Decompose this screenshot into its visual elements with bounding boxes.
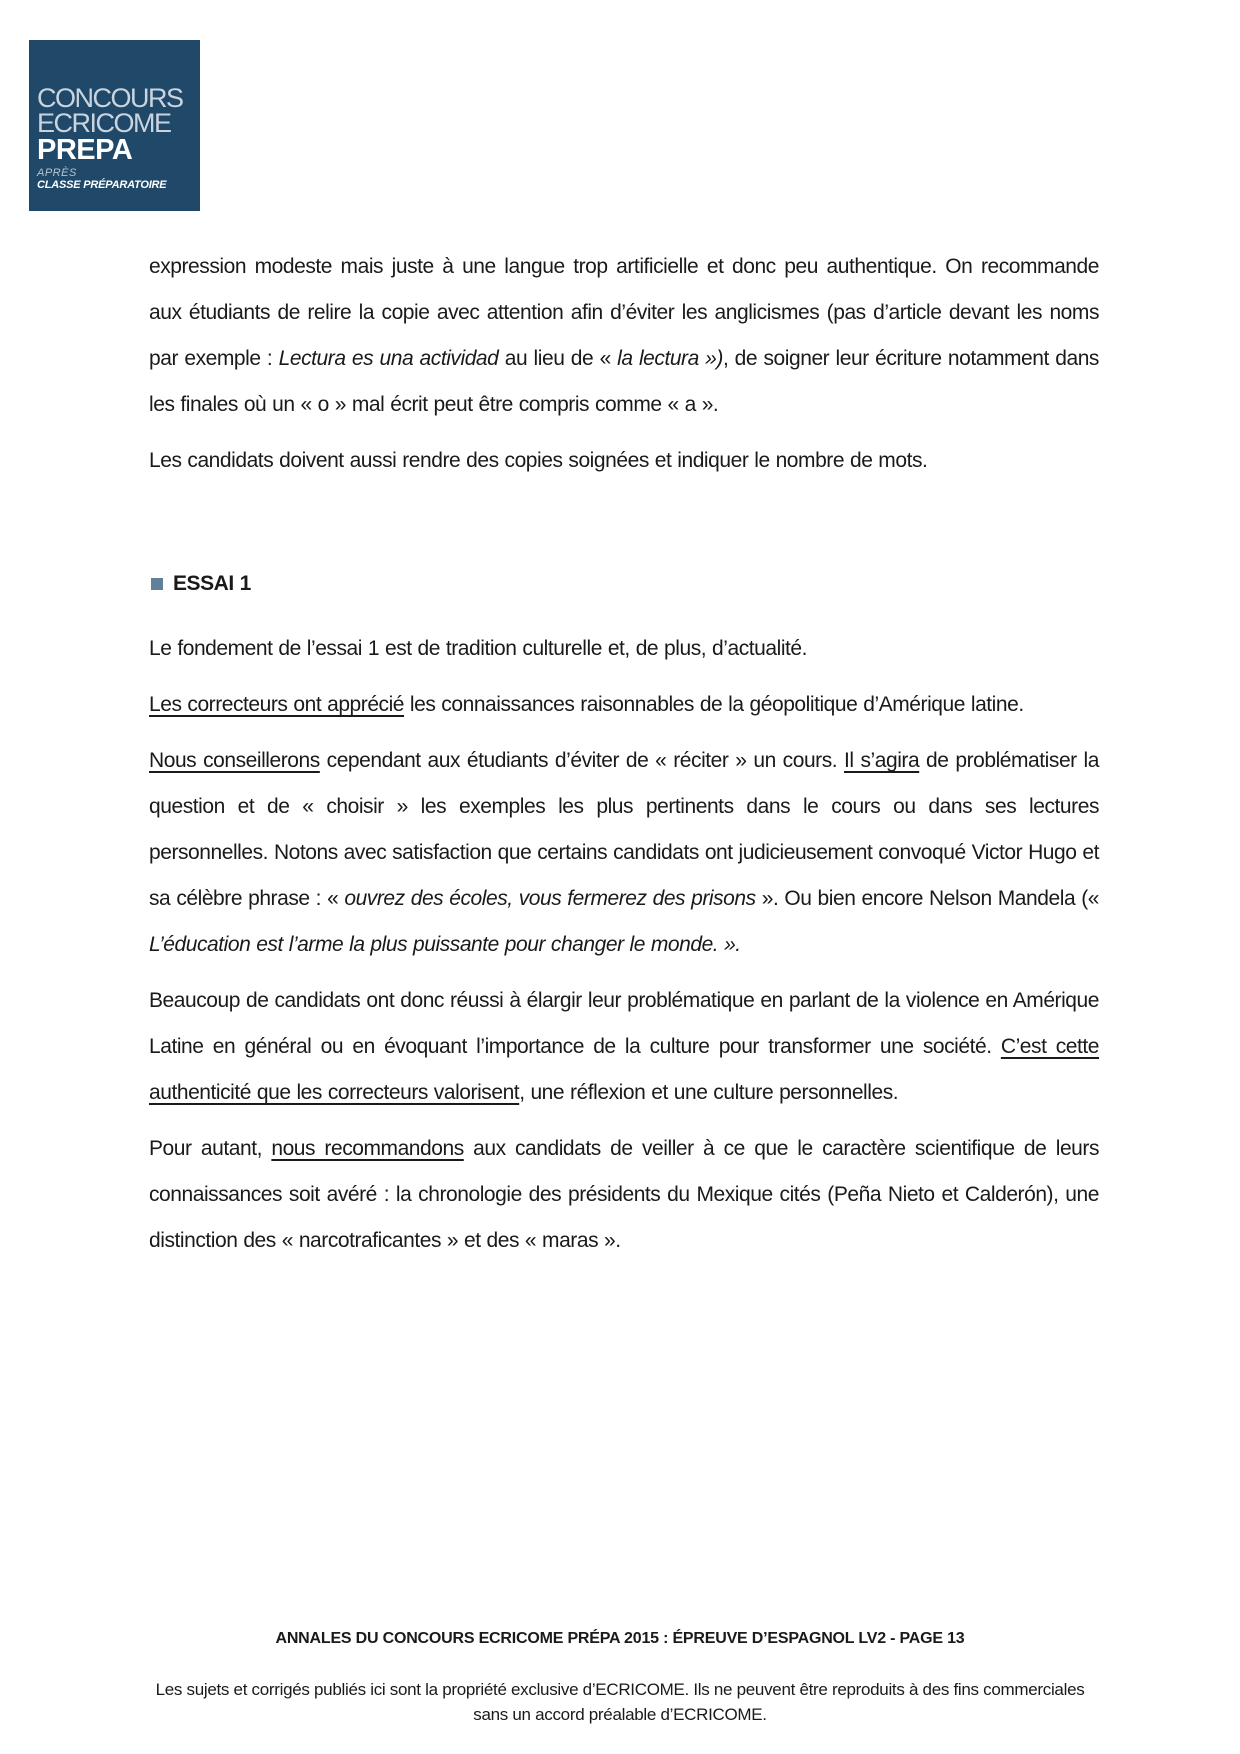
underlined-run: Les correcteurs ont apprécié xyxy=(149,693,405,716)
footer-copyright-note: Les sujets et corrigés publiés ici sont la propriété exclusive d’ECRICOME. Ils ne peuvent être reproduits à des fins commerciales sans un accord préalable d’ECRICOME. xyxy=(155,1680,1085,1724)
paragraph-expression xyxy=(149,244,1099,428)
paragraph-correcteurs xyxy=(149,682,1099,728)
paragraph-fondement: Le fondement de l’essai 1 est de tradition culturelle et, de plus, d’actualité. xyxy=(149,637,808,660)
paragraph-conseils xyxy=(149,738,1099,968)
footer-title: ANNALES DU CONCOURS ECRICOME PRÉPA 2015 : ÉPREUVE D’ESPAGNOL LV2 - PAGE 13 xyxy=(275,1630,965,1647)
section-heading xyxy=(149,562,1099,606)
underlined-run: Il s’agira xyxy=(844,749,920,772)
document-body xyxy=(149,244,1099,1274)
paragraph-problematique xyxy=(149,978,1099,1116)
text-run: , une réflexion et une culture personnelles. xyxy=(519,1081,899,1104)
underlined-run: C’est cette authenticité que les correcteurs valorisent xyxy=(149,1035,1100,1104)
underlined-run: nous recommandons xyxy=(271,1137,464,1160)
text-run: les connaissances raisonnables de la géopolitique d’Amérique latine. xyxy=(404,693,1024,716)
text-run: Pour autant, xyxy=(149,1137,272,1160)
logo-line-concours: CONCOURS xyxy=(37,83,183,113)
text-run: expression modeste mais juste à une langue trop artificielle et donc peu authentique. On recommande aux étudiants de relire la copie avec attention afin d’éviter les anglicismes (pas d’article devant les noms par exemple : xyxy=(149,255,1099,370)
text-run: au lieu de « xyxy=(498,347,618,370)
text-run: ». Ou bien encore Nelson Mandela (« xyxy=(755,887,1099,910)
text-run: de problématiser la question et de « choisir » les exemples les plus pertinents dans le cours ou dans ses lectures personnelles. Notons avec satisfaction que certains candidats ont judicieusement convoqué Victor Hugo et sa célèbre phrase : « xyxy=(149,749,1100,910)
paragraph-copies: Les candidats doivent aussi rendre des copies soignées et indiquer le nombre de mots. xyxy=(149,449,928,472)
text-run: cependant aux étudiants d’éviter de « réciter » un cours. xyxy=(319,749,845,772)
square-bullet-icon xyxy=(151,578,163,590)
section-title: ESSAI 1 xyxy=(173,572,251,595)
underlined-run: Nous conseillerons xyxy=(149,749,320,772)
italic-run: L’éducation est l’arme la plus puissante pour changer le monde. ». xyxy=(149,933,741,956)
paragraph-recommandations xyxy=(149,1126,1099,1264)
ecricome-logo xyxy=(29,40,200,211)
text-run: , de soigner leur écriture notamment dans les finales où un « o » mal écrit peut être compris comme « a ». xyxy=(149,347,1099,416)
italic-run: ouvrez des écoles, vous fermerez des prisons xyxy=(344,887,756,910)
italic-run: Lectura es una actividad xyxy=(278,347,499,370)
logo-line-classe: CLASSE PRÉPARATOIRE xyxy=(37,179,167,191)
logo-line-ecricome: ECRICOME xyxy=(37,108,171,138)
italic-run: la lectura ») xyxy=(617,347,723,370)
text-run: Beaucoup de candidats ont donc réussi à élargir leur problématique en parlant de la violence en Amérique Latine en général ou en évoquant l’importance de la culture pour transformer une société. xyxy=(149,989,1099,1058)
logo-line-prepa: PREPA xyxy=(37,134,133,166)
text-run: aux candidats de veiller à ce que le caractère scientifique de leurs connaissances soit avéré : la chronologie des présidents du Mexique cités (Peña Nieto et Calderón), une distinction des « narcotraficantes » et des « maras ». xyxy=(149,1137,1099,1252)
logo-line-apres: APRÈS xyxy=(37,167,77,179)
